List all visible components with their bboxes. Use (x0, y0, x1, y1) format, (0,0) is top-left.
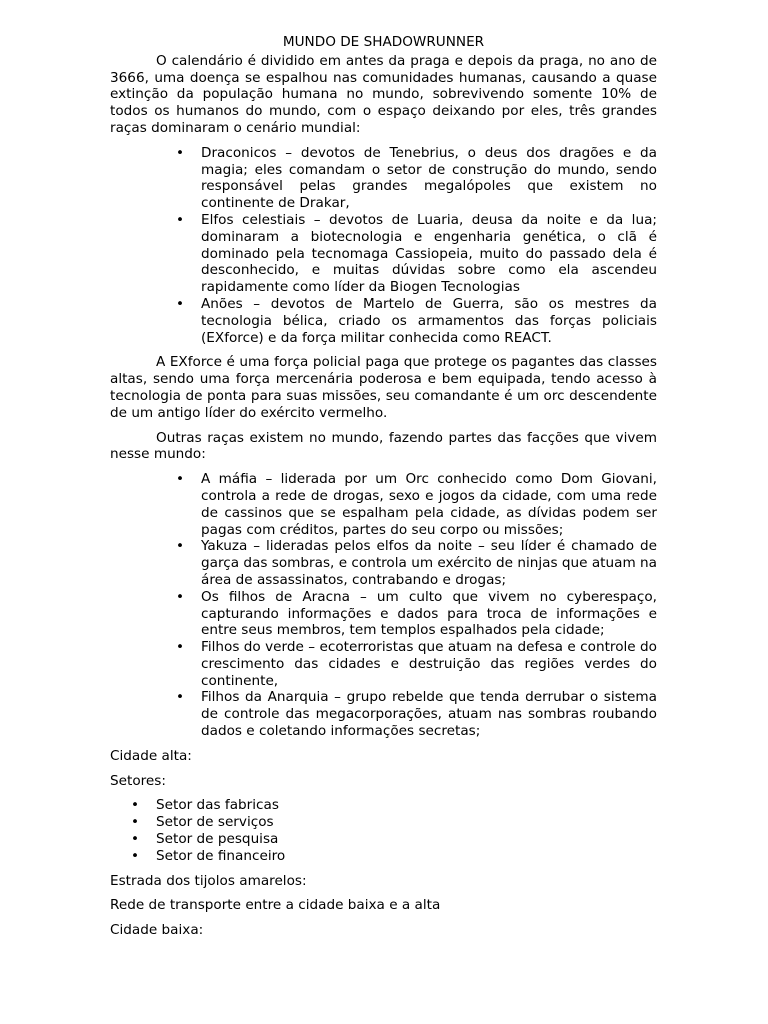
heading-estrada: Estrada dos tijolos amarelos: (110, 872, 307, 889)
exforce-paragraph: A EXforce é uma força policial paga que protege os pagantes das classes altas, sendo uma força mercenária poderosa e bem equipada, tendo acesso à tecnologia de ponta para suas missões, seu comandante é um orc descendente de um antigo líder do exército vermelho. (110, 354, 657, 421)
rede-paragraph: Rede de transporte entre a cidade baixa e a alta (110, 897, 441, 914)
list-item: • Elfos celestiais – devotos de Luaria, deusa da noite e da lua; dominaram a biotecnologia e engenharia genética, o clã é dominado pela tecnomaga Cassiopeia, muito do passado dela é desconhecido, e muitas dúvidas sobre como ela ascendeu rapidamente como líder da Biogen Tecnologias (201, 212, 657, 296)
heading-cidade-baixa: Cidade baixa: (110, 922, 204, 939)
races-list (201, 145, 657, 347)
page-title: MUNDO DE SHADOWRUNNER (282, 34, 485, 50)
heading-cidade-alta: Cidade alta: (110, 747, 192, 764)
list-item: • Setor de serviços (156, 814, 657, 831)
list-item: • Yakuza – lideradas pelos elfos da noite – seu líder é chamado de garça das sombras, e controla um exército de ninjas que atuam na área de assassinatos, contrabando e drogas; (201, 538, 657, 588)
document-page (110, 34, 657, 939)
factions-list (201, 471, 657, 740)
list-item: • Setor de pesquisa (156, 831, 657, 848)
list-item: • Setor de financeiro (156, 848, 657, 865)
intro-paragraph: O calendário é dividido em antes da praga e depois da praga, no ano de 3666, uma doença se espalhou nas comunidades humanas, causando a quase extinção da população humana no mundo, sobrevivendo somente 10% de todos os humanos do mundo, com o espaço deixando por eles, três grandes raças dominaram o cenário mundial: (110, 52, 657, 136)
list-item: • Anões – devotos de Martelo de Guerra, são os mestres da tecnologia bélica, criado os armamentos das forças policiais (EXforce) e da força militar conhecida como REACT. (201, 296, 657, 346)
heading-setores: Setores: (110, 772, 166, 789)
list-item: • Filhos da Anarquia – grupo rebelde que tenda derrubar o sistema de controle das megacorporações, atuam nas sombras roubando dados e coletando informações secretas; (201, 689, 657, 739)
setores-list (156, 797, 657, 864)
list-item: • Setor das fabricas (156, 797, 657, 814)
list-item: • Draconicos – devotos de Tenebrius, o deus dos dragões e da magia; eles comandam o setor de construção do mundo, sendo responsável pelas grandes megalópoles que existem no continente de Drakar, (201, 145, 657, 212)
list-item: • A máfia – liderada por um Orc conhecido como Dom Giovani, controla a rede de drogas, sexo e jogos da cidade, com uma rede de cassinos que se espalham pela cidade, as dívidas podem ser pagas com créditos, partes do seu corpo ou missões; (201, 471, 657, 538)
list-item: • Filhos do verde – ecoterroristas que atuam na defesa e controle do crescimento das cidades e destruição das regiões verdes do continente, (201, 639, 657, 689)
others-paragraph: Outras raças existem no mundo, fazendo partes das facções que vivem nesse mundo: (110, 429, 657, 463)
list-item: • Os filhos de Aracna – um culto que vivem no cyberespaço, capturando informações e dados para troca de informações e entre seus membros, tem templos espalhados pela cidade; (201, 589, 657, 639)
